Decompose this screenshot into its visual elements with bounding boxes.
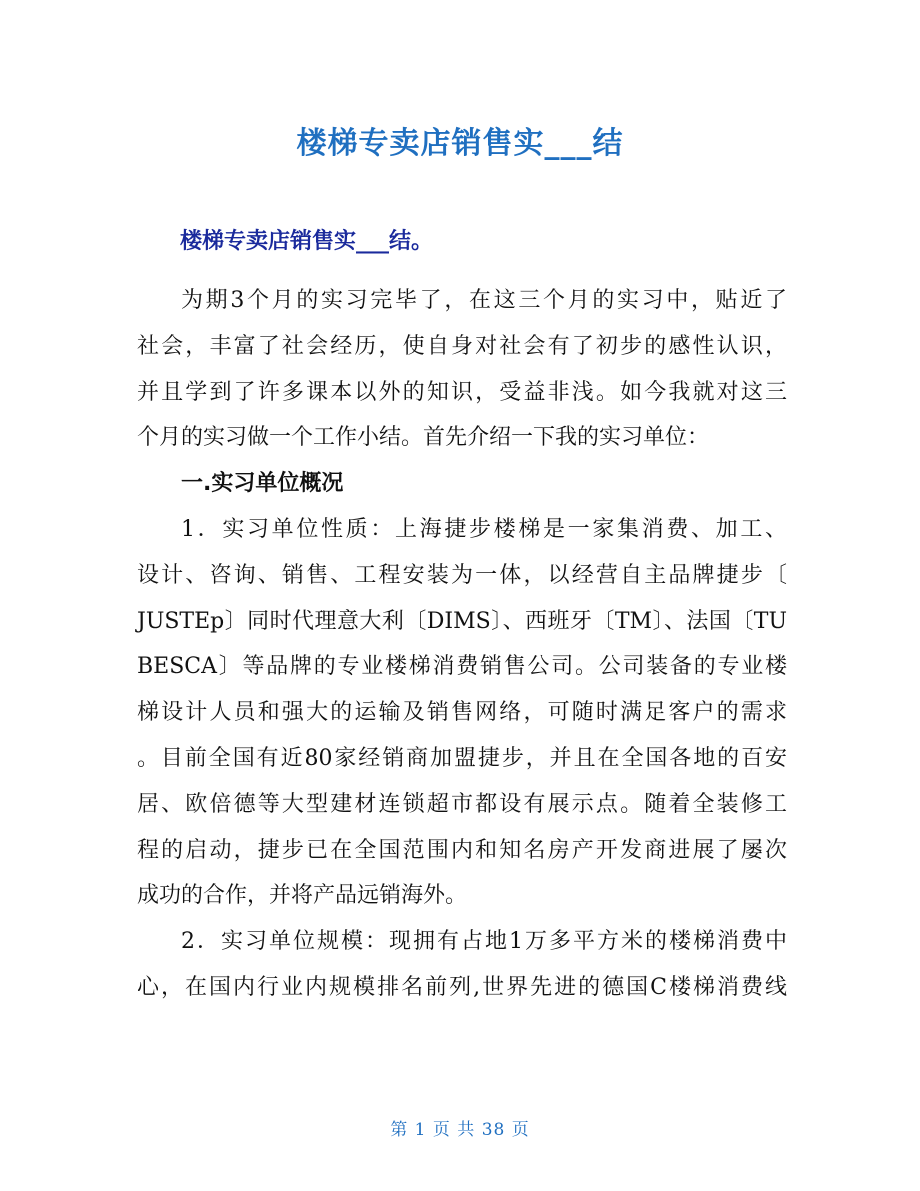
page-footer: 第 1 页 共 38 页 <box>390 1120 530 1140</box>
section-heading: 一.实习单位概况 <box>181 471 344 497</box>
paragraph-line: 社会，丰富了社会经历，使自身对社会有了初步的感性认识， <box>137 333 787 359</box>
document-title: 楼梯专卖店销售实___结 <box>296 126 624 161</box>
document-body <box>137 278 787 1011</box>
paragraph-line: 为期3个月的实习完毕了，在这三个月的实习中，贴近了 <box>181 288 787 313</box>
paragraph-line: 设计、咨询、销售、工程安装为一体，以经营自主品牌捷步〔 <box>137 562 787 588</box>
document-subtitle: 楼梯专卖店销售实___结。 <box>180 229 434 254</box>
paragraph-line: BESCA〕等品牌的专业楼梯消费销售公司。公司装备的专业楼 <box>137 654 787 680</box>
paragraph-line: 并且学到了许多课本以外的知识，受益非浅。如今我就对这三 <box>137 379 787 405</box>
paragraph-line: 成功的合作，并将产品远销海外。 <box>137 883 468 909</box>
paragraph-line: 居、欧倍德等大型建材连锁超市都设有展示点。随着全装修工 <box>137 791 787 817</box>
paragraph-line: 梯设计人员和强大的运输及销售网络，可随时满足客户的需求 <box>137 700 787 726</box>
paragraph-line: JUSTEp〕同时代理意大利〔DIMS〕、西班牙〔TM〕、法国〔TU <box>137 608 787 634</box>
paragraph-line: 。目前全国有近80家经销商加盟捷步，并且在全国各地的百安 <box>137 745 787 771</box>
paragraph-line: 个月的实习做一个工作小结。首先介绍一下我的实习单位： <box>137 425 710 451</box>
paragraph-line: 2．实习单位规模：现拥有占地1万多平方米的楼梯消费中 <box>181 929 787 955</box>
paragraph-line: 程的启动，捷步已在全国范围内和知名房产开发商进展了屡次 <box>137 837 787 863</box>
paragraph-line: 1．实习单位性质：上海捷步楼梯是一家集消费、加工、 <box>181 516 787 542</box>
paragraph-line: 心，在国内行业内规模排名前列,世界先进的德国C楼梯消费线 <box>137 974 788 1000</box>
